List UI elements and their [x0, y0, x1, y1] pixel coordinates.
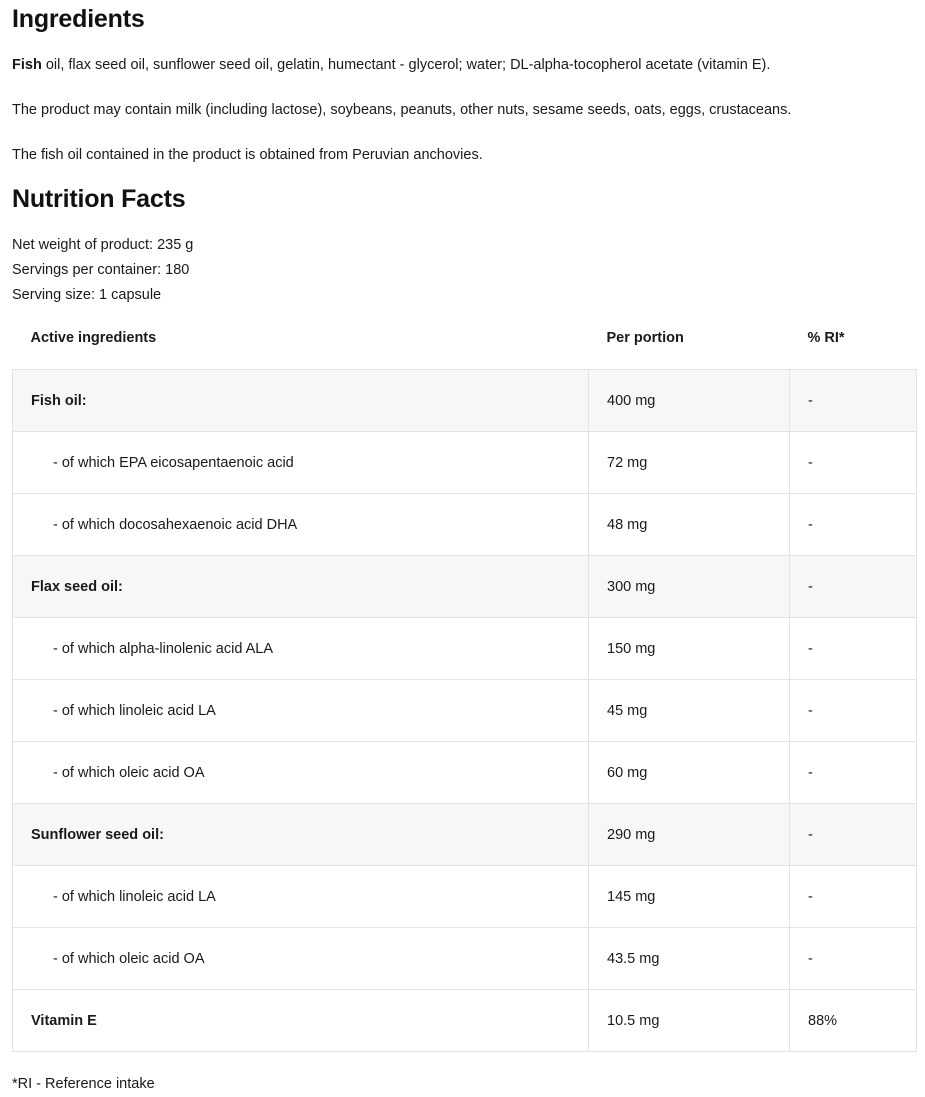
row-ingredient: Flax seed oil: [13, 556, 589, 618]
row-amount: 10.5 mg [589, 990, 790, 1052]
ingredients-list-rest: oil, flax seed oil, sunflower seed oil, gelatin, humectant - glycerol; water; DL-alpha-tocopherol acetate (vitamin E). [41, 57, 771, 73]
row-ingredient: - of which linoleic acid LA [13, 866, 589, 928]
table-row [13, 618, 917, 680]
row-ingredient: - of which oleic acid OA [13, 742, 589, 804]
servings-per-container: Servings per container: 180 [12, 262, 190, 278]
table-row [13, 432, 917, 494]
row-ri: - [790, 742, 917, 804]
row-ri: - [790, 680, 917, 742]
table-row [13, 990, 917, 1052]
serving-size: Serving size: 1 capsule [12, 287, 162, 303]
row-ingredient: - of which linoleic acid LA [13, 680, 589, 742]
row-ingredient: Fish oil: [13, 370, 589, 432]
row-ri: - [790, 494, 917, 556]
ingredients-list [12, 55, 770, 75]
ingredients-heading: Ingredients [12, 5, 145, 33]
table-row [13, 928, 917, 990]
row-amount: 290 mg [589, 804, 790, 866]
table-row [13, 370, 917, 432]
row-ingredient: - of which docosahexaenoic acid DHA [13, 494, 589, 556]
row-ri: - [790, 432, 917, 494]
ri-footnote: *RI - Reference intake [12, 1076, 155, 1092]
row-ingredient: - of which alpha-linolenic acid ALA [13, 618, 589, 680]
row-amount: 72 mg [589, 432, 790, 494]
net-weight: Net weight of product: 235 g [12, 237, 194, 253]
row-ri: - [790, 866, 917, 928]
row-amount: 48 mg [589, 494, 790, 556]
allergen-statement: The product may contain milk (including lactose), soybeans, peanuts, other nuts, sesame seeds, oats, eggs, crustaceans. [12, 102, 792, 118]
row-ri: - [790, 618, 917, 680]
table-header-row [13, 307, 917, 370]
row-ri: - [790, 928, 917, 990]
row-ingredient: Vitamin E [13, 990, 589, 1052]
nutrition-table [12, 307, 917, 1052]
row-amount: 43.5 mg [589, 928, 790, 990]
table-row [13, 742, 917, 804]
row-amount: 400 mg [589, 370, 790, 432]
row-amount: 45 mg [589, 680, 790, 742]
row-amount: 150 mg [589, 618, 790, 680]
table-row [13, 556, 917, 618]
table-row [13, 866, 917, 928]
row-ri: - [790, 370, 917, 432]
row-amount: 145 mg [589, 866, 790, 928]
nutrition-heading: Nutrition Facts [12, 185, 186, 213]
header-ri: % RI* [790, 307, 917, 370]
row-amount: 300 mg [589, 556, 790, 618]
table-row [13, 680, 917, 742]
row-ri: - [790, 804, 917, 866]
row-ri: - [790, 556, 917, 618]
row-ri: 88% [790, 990, 917, 1052]
fish-oil-origin: The fish oil contained in the product is obtained from Peruvian anchovies. [12, 147, 483, 163]
row-amount: 60 mg [589, 742, 790, 804]
header-active-ingredients: Active ingredients [13, 307, 589, 370]
ingredients-fish-bold: Fish [12, 57, 42, 73]
header-per-portion: Per portion [589, 307, 790, 370]
row-ingredient: - of which EPA eicosapentaenoic acid [13, 432, 589, 494]
row-ingredient: - of which oleic acid OA [13, 928, 589, 990]
table-row [13, 494, 917, 556]
row-ingredient: Sunflower seed oil: [13, 804, 589, 866]
table-row [13, 804, 917, 866]
